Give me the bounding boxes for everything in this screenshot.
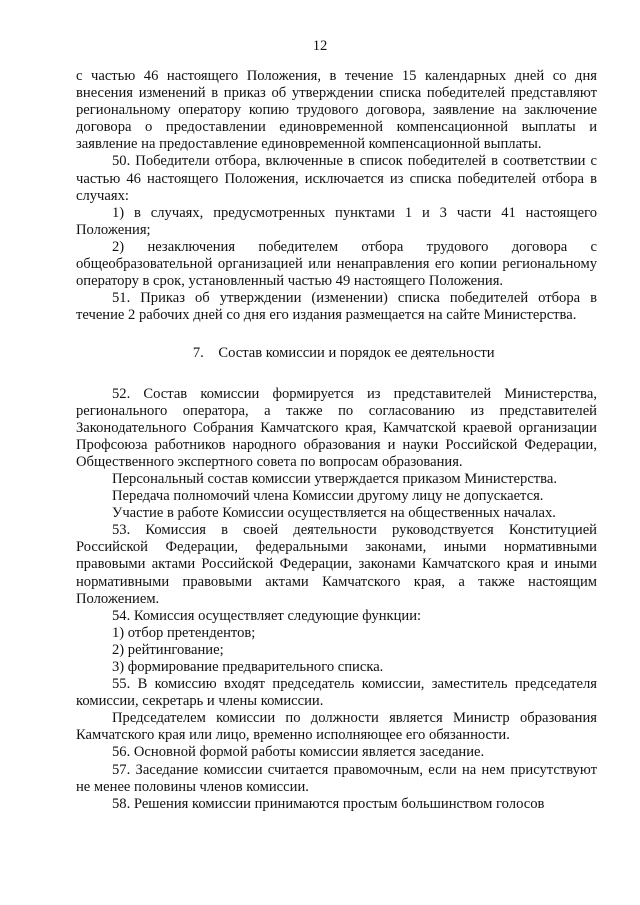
section-6-continuation [76,68,597,324]
paragraph: 1) в случаях, предусмотренных пунктами 1 и 3 части 41 настоящего Положения; [76,204,597,238]
paragraph: 50. Победители отбора, включенные в список победителей в соответствии с частью 46 настоящего Положения, исключается из списка победителей отбора в случаях: [76,153,597,204]
paragraph: 51. Приказ об утверждении (изменении) списка победителей отбора в течение 2 рабочих дней со дня его издания размещается на сайте Министерства. [76,290,597,324]
document-body [76,68,597,813]
paragraph: 52. Состав комиссии формируется из представителей Министерства, регионального оператора, а также по согласованию из представителей Законодательного Собрания Камчатского края, Камчатской краевой организации Профсоюза работников народного образования и науки Российской Федерации, Общественного экспертного совета по вопросам образования. [76,385,597,470]
paragraph: Председателем комиссии по должности является Министр образования Камчатского края или лицо, временно исполняющее его обязанности. [76,710,597,744]
paragraph: Персональный состав комиссии утверждается приказом Министерства. [112,470,558,487]
paragraph: 53. Комиссия в своей деятельности руководствуется Конституцией Российской Федерации, федеральными законами, иными нормативными правовыми актами Российской Федерации, законами Камчатского края и иными нормативными правовыми актами Камчатского края, а также настоящим Положением. [76,522,597,607]
paragraph: 57. Заседание комиссии считается правомочным, если на нем присутствуют не менее половины членов комиссии. [76,761,597,795]
paragraph: 1) отбор претендентов; [112,624,256,641]
section-7-body [76,386,597,813]
paragraph: 55. В комиссию входят председатель комиссии, заместитель председателя комиссии, секретарь и члены комиссии. [76,676,597,710]
section-heading-number: 7. [192,345,204,362]
paragraph: 2) рейтингование; [112,641,224,658]
page-number: 12 [312,38,328,54]
paragraph: 58. Решения комиссии принимаются простым большинством голосов [112,795,545,812]
section-heading [76,345,597,362]
section-heading-title: Состав комиссии и порядок ее деятельности [218,345,495,362]
paragraph: 2) незаключения победителем отбора трудового договора с общеобразовательной организацией или ненаправления его копии региональному оператору в срок, установленный частью 49 настоящего Положения. [76,238,597,290]
paragraph: Участие в работе Комиссии осуществляется на общественных началах. [112,505,556,522]
paragraph: 56. Основной формой работы комиссии является заседание. [112,744,485,761]
paragraph: 3) формирование предварительного списка. [112,659,384,675]
paragraph: с частью 46 настоящего Положения, в течение 15 календарных дней со дня внесения изменений в приказ об утверждении списка победителей представляют региональному оператору копию трудового договора, заявление на заключение договора о предоставлении единовременной компенсационной выплаты и заявление на предоставление единовременной компенсационной выплаты. [76,68,597,153]
paragraph: 54. Комиссия осуществляет следующие функции: [112,607,422,624]
paragraph: Передача полномочий члена Комиссии другому лицу не допускается. [112,488,544,505]
